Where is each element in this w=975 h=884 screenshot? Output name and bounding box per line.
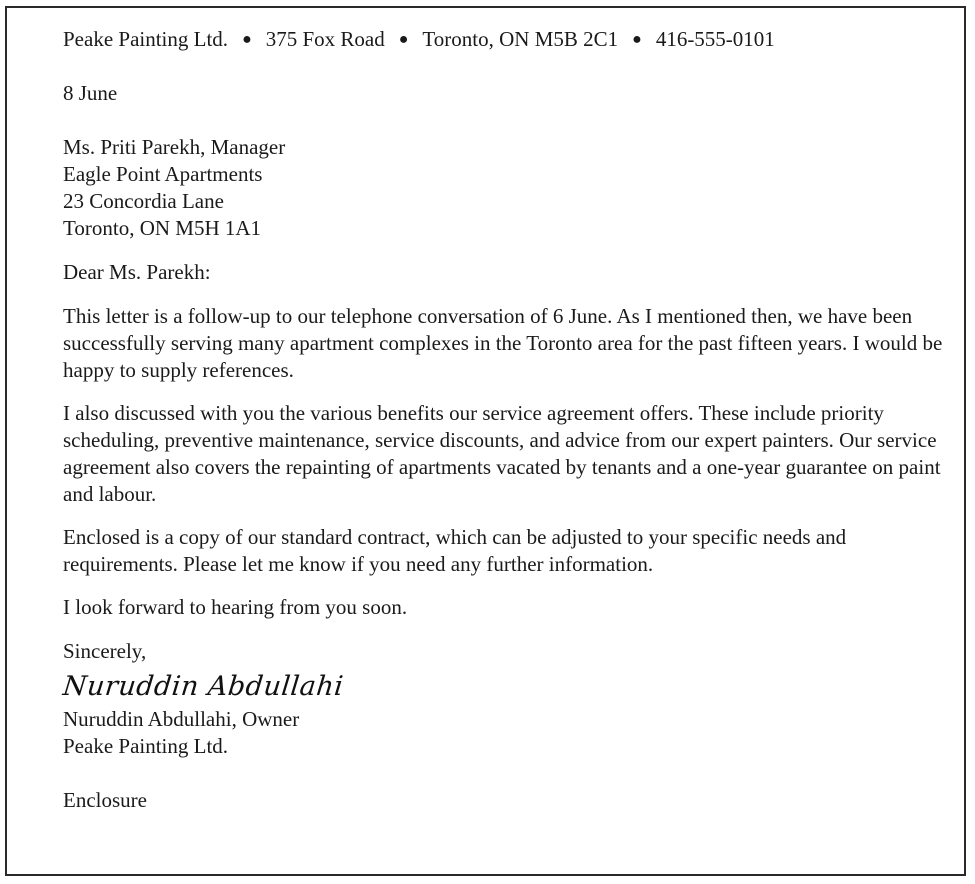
letterhead-company: Peake Painting Ltd. bbox=[63, 27, 229, 51]
body-paragraph-2: I also discussed with you the various benefits our service agreement offers. These include priority scheduling, preventive maintenance, service discounts, and advice from our expert painters. Our service agreement also covers the repainting of apartments vacated by tenants and a one-year guarantee on paint and labour. bbox=[63, 401, 941, 506]
body-paragraph-3: Enclosed is a copy of our standard contract, which can be adjusted to your specific needs and requirements. Please let me know if you need any further information. bbox=[63, 525, 847, 576]
letterhead-street: 375 Fox Road bbox=[265, 27, 385, 51]
salutation: Dear Ms. Parekh: bbox=[63, 260, 211, 284]
enclosure-notation: Enclosure bbox=[63, 788, 147, 812]
bullet-separator-icon: ● bbox=[242, 31, 252, 48]
recipient-organization: Eagle Point Apartments bbox=[63, 162, 263, 186]
bullet-separator-icon: ● bbox=[632, 31, 642, 48]
recipient-street: 23 Concordia Lane bbox=[63, 189, 224, 213]
signature-block bbox=[63, 706, 943, 760]
signer-company: Peake Painting Ltd. bbox=[63, 734, 229, 758]
letter-date: 8 June bbox=[63, 81, 118, 105]
letter-frame bbox=[5, 6, 966, 876]
bullet-separator-icon: ● bbox=[398, 31, 409, 48]
recipient-city: Toronto, ON M5H 1A1 bbox=[63, 216, 262, 240]
letterhead bbox=[63, 26, 943, 53]
handwritten-signature: Nuruddin Abdullahi bbox=[61, 671, 346, 702]
business-letter bbox=[63, 26, 943, 814]
letterhead-city: Toronto, ON M5B 2C1 bbox=[422, 27, 619, 51]
letterhead-phone: 416-555-0101 bbox=[655, 27, 775, 51]
complimentary-closing: Sincerely, bbox=[63, 639, 147, 663]
body-paragraph-4: I look forward to hearing from you soon. bbox=[63, 595, 408, 619]
inside-address bbox=[63, 134, 943, 242]
body-paragraph-1: This letter is a follow-up to our telephone conversation of 6 June. As I mentioned then, we have been successfully serving many apartment complexes in the Toronto area for the past fifteen years. I would be happy to supply references. bbox=[63, 304, 943, 382]
recipient-name: Ms. Priti Parekh, Manager bbox=[63, 135, 286, 159]
signer-name: Nuruddin Abdullahi, Owner bbox=[63, 707, 300, 731]
